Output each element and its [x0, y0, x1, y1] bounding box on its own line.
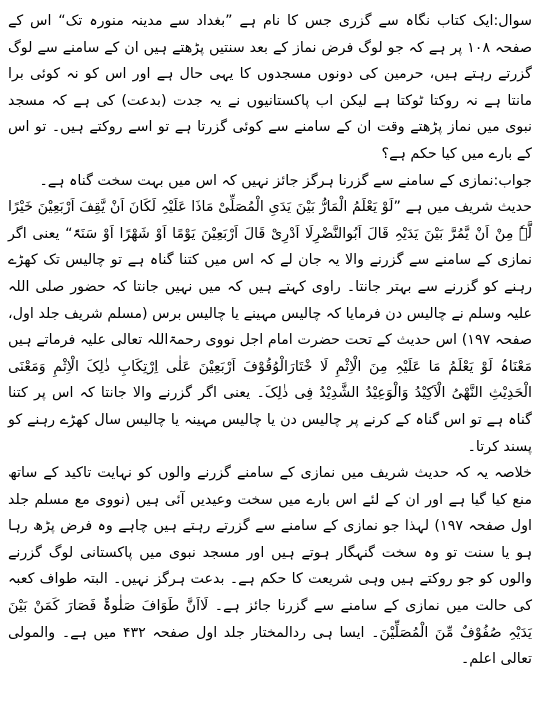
summary-paragraph: خلاصہ یہ کہ حدیث شریف میں نمازی کے سامنے گزرنے والوں کو نہایت تاکید کے ساتھ منع کیا گیا ہے اور ان کے لئے اس بارے میں سخت وعیدیں آئی ہیں (نووی مع مسلم جلد اول صفحہ ۱۹۷) لہذا جو نمازی کے سامنے سے گزرتے رہتے ہیں چاہے وہ فرض پڑھ رہا ہو یا سنت تو وہ سخت گنہگار ہوتے ہیں اور مسجد نبوی میں پاکستانی لوگ گزرنے والوں کو جو روکتے ہیں وہی شریعت کا حکم ہے۔ بدعت ہرگز نہیں۔ البتہ طواف کعبہ کی حالت میں نمازی کے سامنے سے گزرنا جائز ہے۔ لَااَنَّ طَوَافَ صَلٰوۃٌ فَصَارَ کَمَنْ بَیْنَ یَدَیْہِ صُفُوْفٌ مِّنَ الْمُصَلِّیْنَ۔ ایسا ہی ردالمختار جلد اول صفحہ ۴۳۲ میں ہے۔ والمولی تعالی اعلم۔ [8, 465, 532, 668]
question-label: سوال: [493, 13, 532, 29]
hadith-paragraph: حدیث شریف میں ہے ”لَوْ یَعْلَمُ الْمَارُّ بَیْنَ یَدَیِ الْمُصَلِّیْ مَاذَا عَلَیْہِ لَکَانَ اَنْ یَّقِفَ اَرْبَعِیْنَ خَیْرًا لَّہٗ مِنْ اَنْ یَّمُرَّ بَیْنَ یَدَیْہِ قَالَ اَبُوالنَّضْرِلَا اَدْرِیْ قَالَ اَرْبَعِیْنَ یَوْمًا اَوْ شَھْرًا اَوْ سَنَۃً“ یعنی اگر نمازی کے سامنے سے گزرنے والا یہ جان لے کہ اس میں کتنا گناہ ہے تو چالیس تک کھڑے رہنے کو گزرنے سے بہتر جانتا۔ راوی کہتے ہیں کہ میں نہیں جانتا کہ حضور صلی اللہ علیہ وسلم نے چالیس دن فرمایا کہ چالیس مہینے یا چالیس برس (مسلم شریف جلد اول، صفحہ ۱۹۷) اس حدیث کے تحت حضرت امام اجل نووی رحمۃاللہ تعالی علیہ فرماتے ہیں مَعْنَاہُ لَوْ یَعْلَمُ مَا عَلَیْہِ مِنَ الْاِثْمِ لَا خْتَارَالْوُقُوْفَ اَرْبَعِیْنَ عَلٰی اِرْتِکَابِ ذٰلِکَ الْاِثْمِ وَمَعْنَی الْحَدِیْثِ النَّھْیُ الْاَکِیْدُ وَالْوَعِیْدُ الشَّدِیْدُ فِی ذٰلِکَ۔ یعنی اگر گزرنے والا جانتا کہ اس پر کتنا گناہ ہے تو اس گناہ کے کرنے پر چالیس دن یا چالیس مہینہ یا چالیس سال کھڑے رہنے کو پسند کرتا۔ [8, 199, 532, 455]
answer-text: نمازی کے سامنے سے گزرنا ہرگز جائز نہیں کہ اس میں بہت سخت گناہ ہے۔ [39, 172, 494, 189]
answer-label: جواب: [493, 172, 532, 189]
question-paragraph [8, 8, 532, 168]
answer-paragraph [8, 168, 532, 195]
question-text: ایک کتاب نگاہ سے گزری جس کا نام ہے ”بغداد سے مدینہ منورہ تک“ اس کے صفحہ ۱۰۸ پر ہے کہ جو لوگ فرض نماز کے بعد سنتیں پڑھتے ہیں ان کے سامنے سے لوگ گزرتے رہتے ہیں، حرمین کی دونوں مسجدوں کا یہی حال ہے اور اس کو نہ کوئی برا مانتا ہے نہ روکتا ٹوکتا ہے لیکن اب پاکستانیوں نے یہ جدت (بدعت) کی ہے کہ مسجد نبوی میں نماز پڑھتے وقت ان کے سامنے سے کوئی گزرتا ہے تو اسے روکتے ہیں۔ تو اس کے بارے میں کیا حکم ہے؟ [8, 13, 532, 162]
